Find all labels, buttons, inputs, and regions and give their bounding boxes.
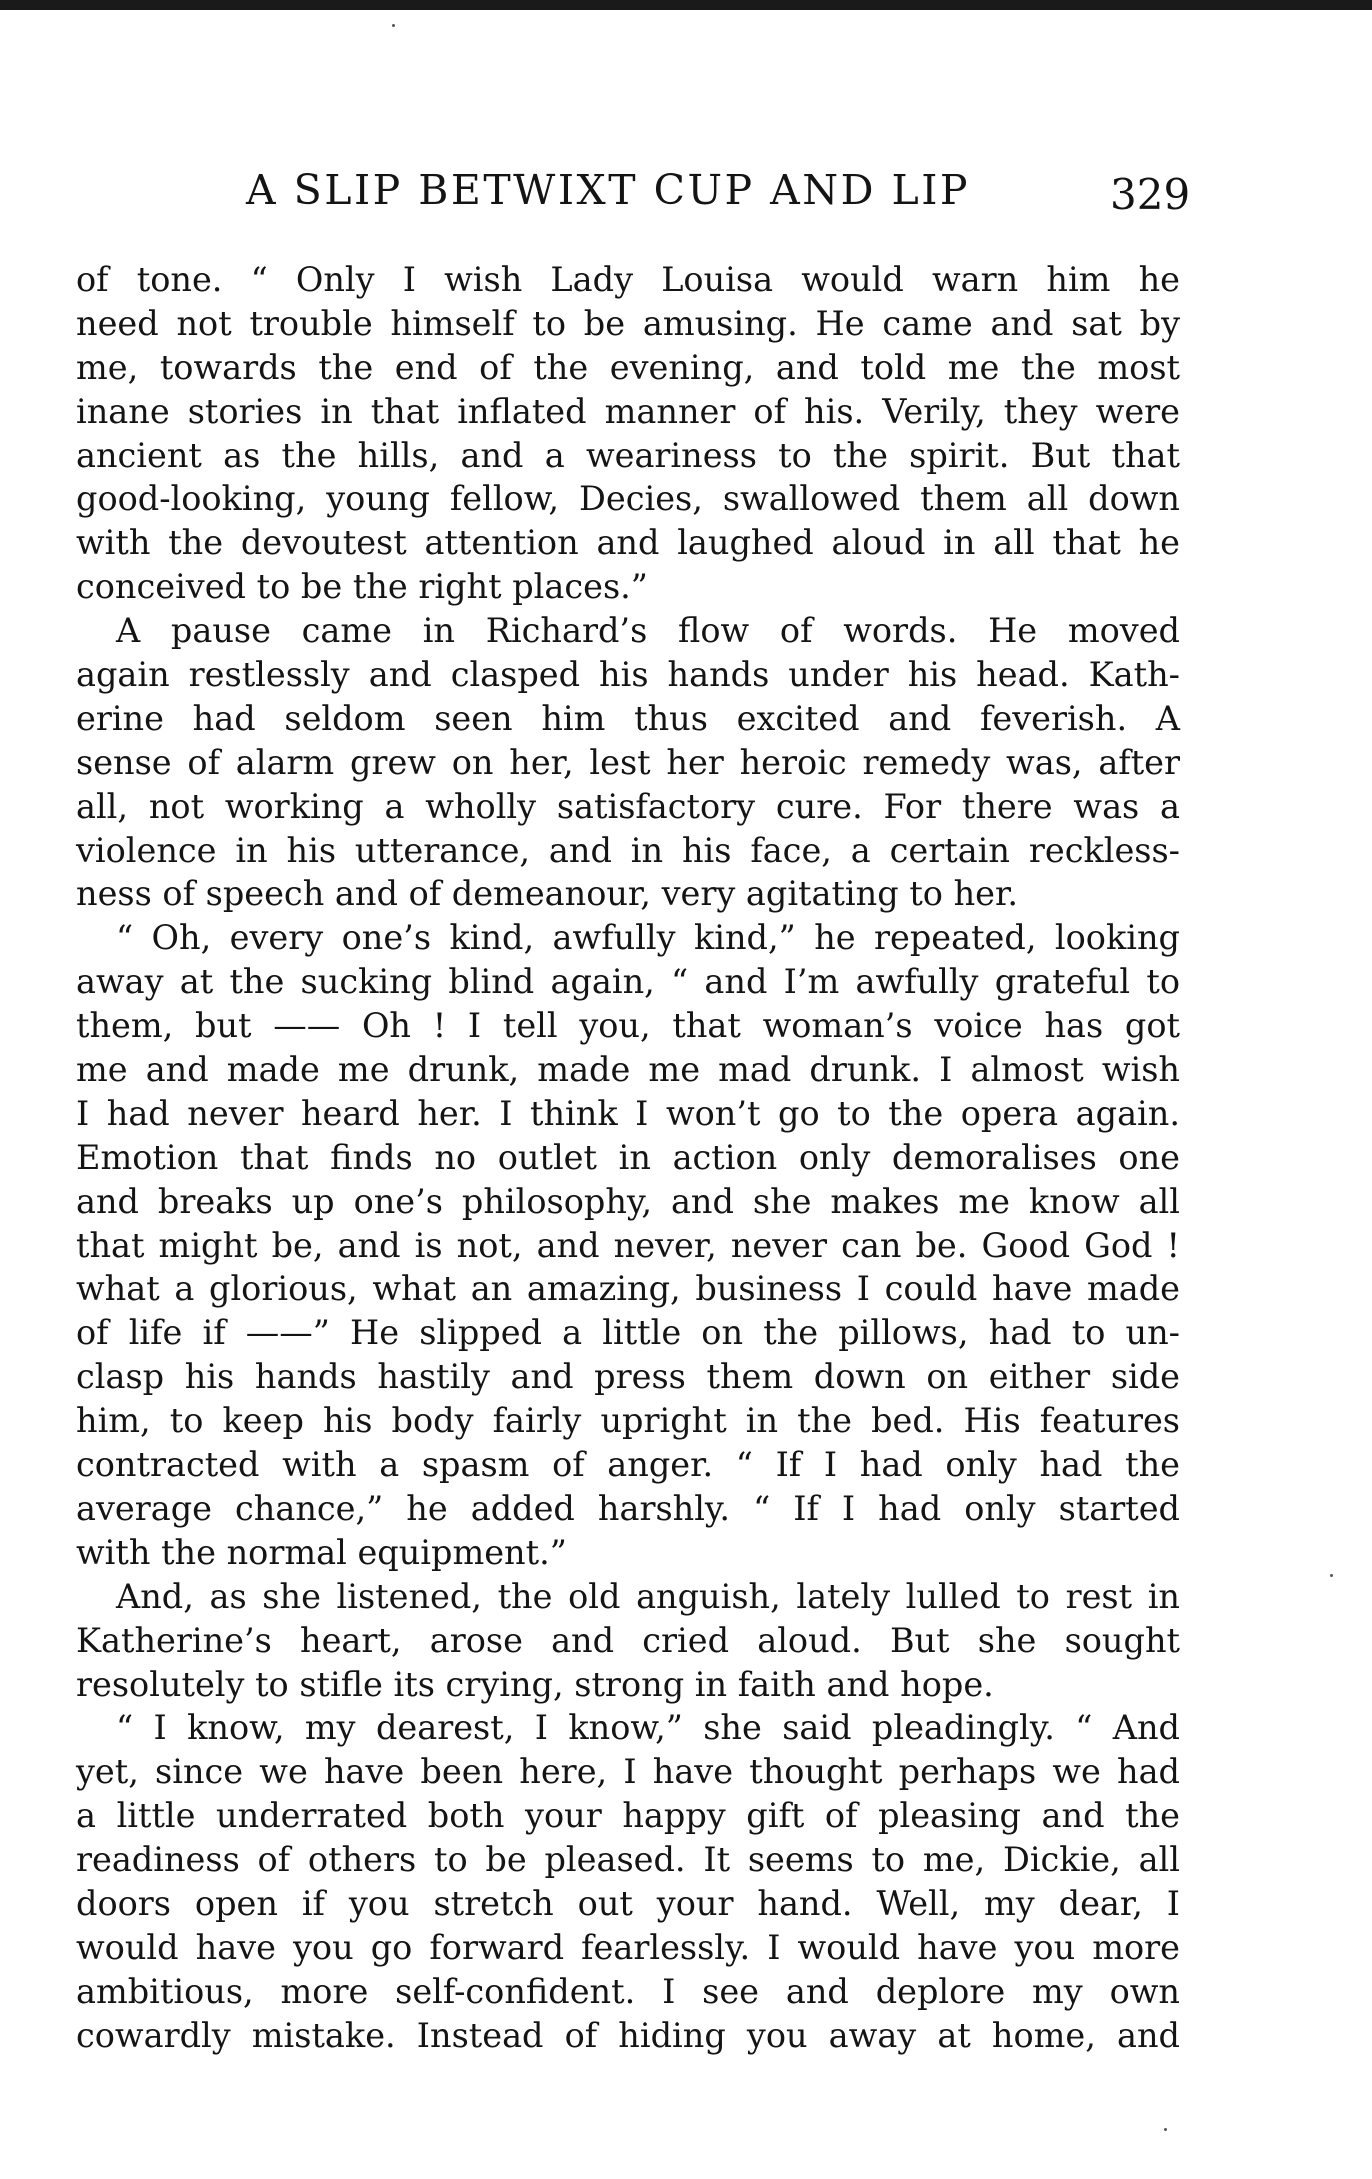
text-line: me and made me drunk, made me mad drunk. I almost wish — [76, 1050, 1180, 1090]
text-line: what a glorious, what an amazing, business I could have made — [76, 1269, 1180, 1309]
top-edge-rule — [0, 0, 1372, 10]
page-number: 329 — [1110, 170, 1191, 219]
text-line: Emotion that finds no outlet in action only demoralises one — [76, 1137, 1180, 1177]
text-line: inane stories in that inflated manner of his. Verily, they were — [76, 391, 1180, 431]
text-line: and breaks up one’s philosophy, and she makes me know all — [76, 1181, 1180, 1221]
text-line: readiness of others to be pleased. It seems to me, Dickie, all — [76, 1840, 1180, 1880]
text-line: cowardly mistake. Instead of hiding you away at home, and — [76, 2015, 1180, 2055]
body-text — [76, 258, 1180, 2058]
text-line: all, not working a wholly satisfactory cure. For there was a — [76, 786, 1180, 826]
text-line: ness of speech and of demeanour, very agitating to her. — [76, 874, 1018, 914]
text-line: yet, since we have been here, I have thought perhaps we had — [76, 1752, 1180, 1792]
text-line: him, to keep his body fairly upright in the bed. His features — [76, 1401, 1180, 1441]
text-line: a little underrated both your happy gift of pleasing and the — [76, 1796, 1180, 1836]
text-line: of tone. “ Only I wish Lady Louisa would warn him he — [76, 260, 1180, 299]
text-line: contracted with a spasm of anger. “ If I had only had the — [76, 1445, 1180, 1485]
text-line: erine had seldom seen him thus excited and feverish. A — [76, 698, 1180, 738]
text-line: resolutely to stifle its crying, strong in faith and hope. — [76, 1664, 994, 1704]
text-line: clasp his hands hastily and press them down on either side — [76, 1357, 1180, 1397]
paper-speck — [392, 24, 395, 27]
text-line: need not trouble himself to be amusing. He came and sat by — [76, 303, 1180, 343]
text-line: of life if ——” He slipped a little on the pillows, had to un- — [76, 1313, 1180, 1353]
text-line: me, towards the end of the evening, and told me the most — [76, 347, 1180, 387]
text-line: with the normal equipment.” — [76, 1532, 567, 1572]
text-line: again restlessly and clasped his hands under his head. Kath- — [76, 655, 1180, 695]
paper-speck — [1164, 2128, 1167, 2131]
text-line: Katherine’s heart, arose and cried aloud. But she sought — [76, 1620, 1180, 1660]
text-line: ambitious, more self-confident. I see and deplore my own — [76, 1971, 1180, 2011]
text-line: ancient as the hills, and a weariness to the spirit. But that — [76, 435, 1180, 475]
text-line: average chance,” he added harshly. “ If I had only started — [76, 1488, 1180, 1528]
paper-speck — [1330, 1574, 1333, 1577]
text-line: I had never heard her. I think I won’t go to the opera again. — [76, 1093, 1180, 1133]
text-line: away at the sucking blind again, “ and I’m awfully grateful to — [76, 962, 1180, 1002]
text-line: doors open if you stretch out your hand. Well, my dear, I — [76, 1883, 1180, 1923]
text-line: “ Oh, every one’s kind, awfully kind,” he repeated, looking — [116, 918, 1180, 958]
text-line: them, but —— Oh ! I tell you, that woman’s voice has got — [76, 1006, 1180, 1046]
text-line: violence in his utterance, and in his face, a certain reckless- — [76, 830, 1180, 870]
page-header — [0, 166, 1372, 226]
text-line: “ I know, my dearest, I know,” she said pleadingly. “ And — [116, 1708, 1180, 1748]
text-line: would have you go forward fearlessly. I would have you more — [76, 1927, 1180, 1967]
text-line: good-looking, young fellow, Decies, swallowed them all down — [76, 479, 1180, 519]
text-line: conceived to be the right places.” — [76, 567, 648, 607]
text-line: A pause came in Richard’s flow of words. He moved — [116, 611, 1180, 651]
text-line: that might be, and is not, and never, never can be. Good God ! — [76, 1225, 1180, 1265]
running-title: A SLIP BETWIXT CUP AND LIP — [246, 166, 971, 214]
text-line: with the devoutest attention and laughed aloud in all that he — [76, 523, 1180, 563]
text-line: sense of alarm grew on her, lest her heroic remedy was, after — [76, 742, 1180, 782]
text-line: And, as she listened, the old anguish, lately lulled to rest in — [116, 1576, 1180, 1616]
